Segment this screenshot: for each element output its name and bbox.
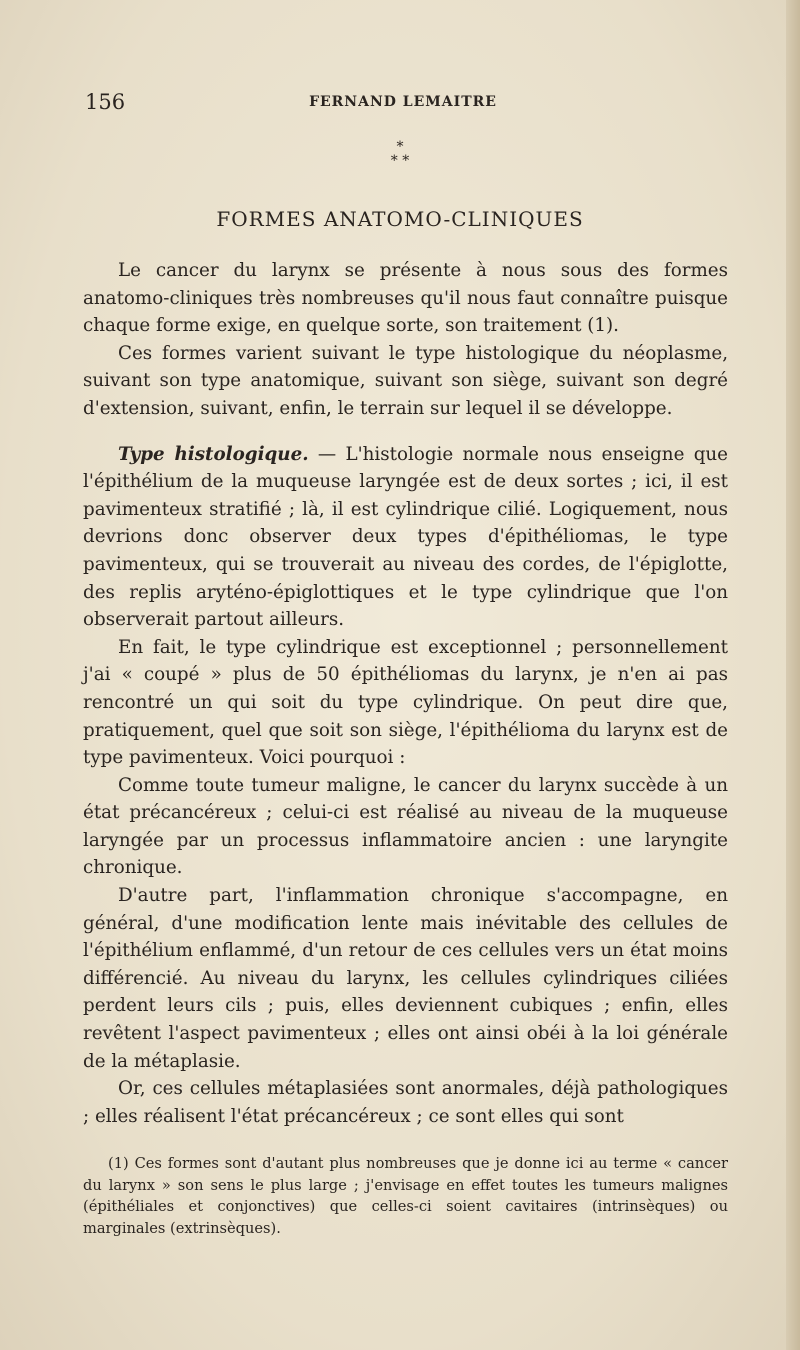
separator-star-top: * bbox=[396, 139, 404, 155]
section-title: FORMES ANATOMO-CLINIQUES bbox=[216, 207, 584, 231]
paragraph: Le cancer du larynx se présente à nous sous des formes anatomo-cliniques très nombreuses qu'il nous faut connaître puisque chaque forme exige, en quelque sorte, son traitement (1). bbox=[83, 260, 728, 337]
separator-stars-bottom: * * bbox=[390, 153, 410, 169]
page-header bbox=[85, 90, 721, 114]
page-edge-shadow bbox=[786, 0, 800, 1350]
paragraph: Comme toute tumeur maligne, le cancer du larynx succède à un état précancéreux ; celui-ci est réalisé au niveau de la muqueuse laryngée par un processus inflammatoire ancien : une laryngite chronique. bbox=[83, 774, 728, 879]
paragraph: D'autre part, l'inflammation chronique s'accompagne, en général, d'une modification lente mais inévitable des cellules de l'épithélium enflammé, d'un retour de ces cellules vers un état moins différencié. Au niveau du larynx, les cellules cylindriques ciliées perdent leurs cils ; puis, elles deviennent cubiques ; enfin, elles revêtent l'aspect pavimenteux ; elles ont ainsi obéi à la loi générale de la métaplasie. bbox=[83, 885, 728, 1072]
paragraph: En fait, le type cylindrique est exceptionnel ; personnellement j'ai « coupé » plus de 50 épithéliomas du larynx, je n'en ai pas rencontré un qui soit du type cylindrique. On peut dire que, pratiquement, quel que soit son siège, l'épithélioma du larynx est de type pavimenteux. Voici pourquoi : bbox=[83, 636, 728, 769]
subsection-intro: — L'histologie normale nous enseigne que l'épithélium de la muqueuse laryngée est de deux sortes ; ici, il est pavimenteux stratifié ; là, il est cylindrique cilié. Logiquement, nous devrions donc observer deux types d'épithéliomas, le type pavimenteux, qui se trouverait au niveau des cordes, de l'épiglotte, des replis aryténo-épiglottiques et le type cylindrique que l'on observerait partout ailleurs. bbox=[83, 443, 728, 631]
footnote bbox=[83, 1153, 728, 1239]
subsection-paragraph bbox=[83, 441, 728, 634]
footnote-text: (1) Ces formes sont d'autant plus nombreuses que je donne ici au terme « cancer du larynx » son sens le plus large ; j'envisage en effet toutes les tumeurs malignes (épithéliales et conjonctives) que celles-ci soient cavitaires (intrinsèques) ou marginales (extrinsèques). bbox=[83, 1155, 728, 1237]
body-text bbox=[83, 257, 728, 1130]
section-separator bbox=[0, 140, 800, 180]
page-number: 156 bbox=[85, 90, 126, 114]
paragraph: Or, ces cellules métaplasiées sont anormales, déjà pathologiques ; elles réalisent l'état précancéreux ; ce sont elles qui sont bbox=[83, 1078, 728, 1127]
running-head: FERNAND LEMAITRE bbox=[309, 94, 497, 110]
subsection-heading: Type histologique. bbox=[118, 443, 309, 465]
paragraph: Ces formes varient suivant le type histologique du néoplasme, suivant son type anatomique, suivant son siège, suivant son degré d'extension, suivant, enfin, le terrain sur lequel il se développe. bbox=[83, 342, 728, 419]
